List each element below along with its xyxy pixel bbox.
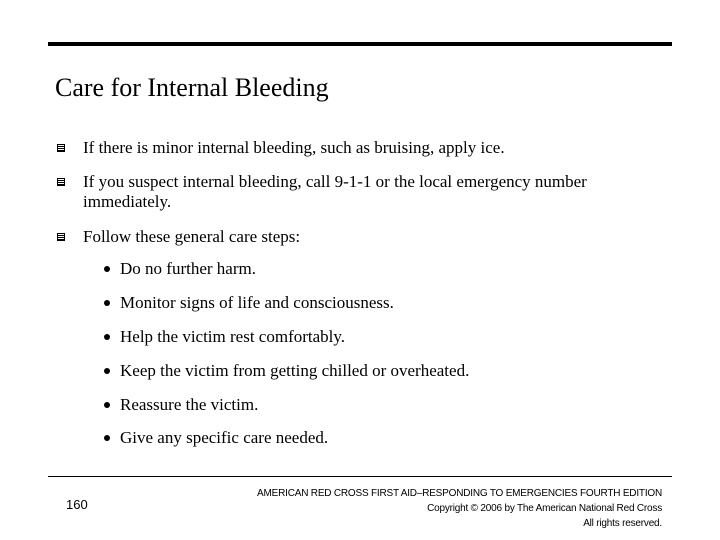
bullet-text: If there is minor internal bleeding, such as bruising, apply ice. [83, 138, 505, 157]
bullet-item [57, 172, 653, 212]
round-bullet-icon [104, 402, 110, 408]
care-step-text: Give any specific care needed. [120, 428, 329, 447]
square-bullet-icon [57, 178, 65, 186]
round-bullet-icon [104, 334, 110, 340]
bullet-item [57, 227, 653, 247]
slide-title: Care for Internal Bleeding [55, 73, 329, 102]
footer-line-copyright: Copyright © 2006 by The American National Red Cross [427, 503, 662, 514]
care-step-item [104, 259, 256, 279]
footer-line-rights: All rights reserved. [583, 518, 662, 529]
page-number: 160 [66, 497, 88, 512]
round-bullet-icon [104, 435, 110, 441]
copyright-footer [257, 486, 662, 531]
care-step-item [104, 428, 328, 448]
care-step-text: Keep the victim from getting chilled or overheated. [120, 361, 470, 380]
care-step-item [104, 293, 394, 313]
care-step-text: Do no further harm. [120, 259, 256, 278]
round-bullet-icon [104, 368, 110, 374]
bullet-text: Follow these general care steps: [83, 227, 301, 246]
care-step-item [104, 361, 469, 381]
bullet-text: If you suspect internal bleeding, call 9-1-1 or the local emergency number immediately. [83, 172, 587, 211]
round-bullet-icon [104, 300, 110, 306]
square-bullet-icon [57, 144, 65, 152]
bullet-item [57, 138, 653, 158]
bottom-divider [48, 476, 672, 477]
care-step-text: Reassure the victim. [120, 395, 259, 414]
care-step-item [104, 395, 258, 415]
footer-line-title: AMERICAN RED CROSS FIRST AID–RESPONDING TO EMERGENCIES FOURTH EDITION [257, 488, 662, 499]
square-bullet-icon [57, 233, 65, 241]
care-step-text: Help the victim rest comfortably. [120, 327, 346, 346]
care-step-item [104, 327, 345, 347]
care-step-text: Monitor signs of life and consciousness. [120, 293, 394, 312]
round-bullet-icon [104, 266, 110, 272]
